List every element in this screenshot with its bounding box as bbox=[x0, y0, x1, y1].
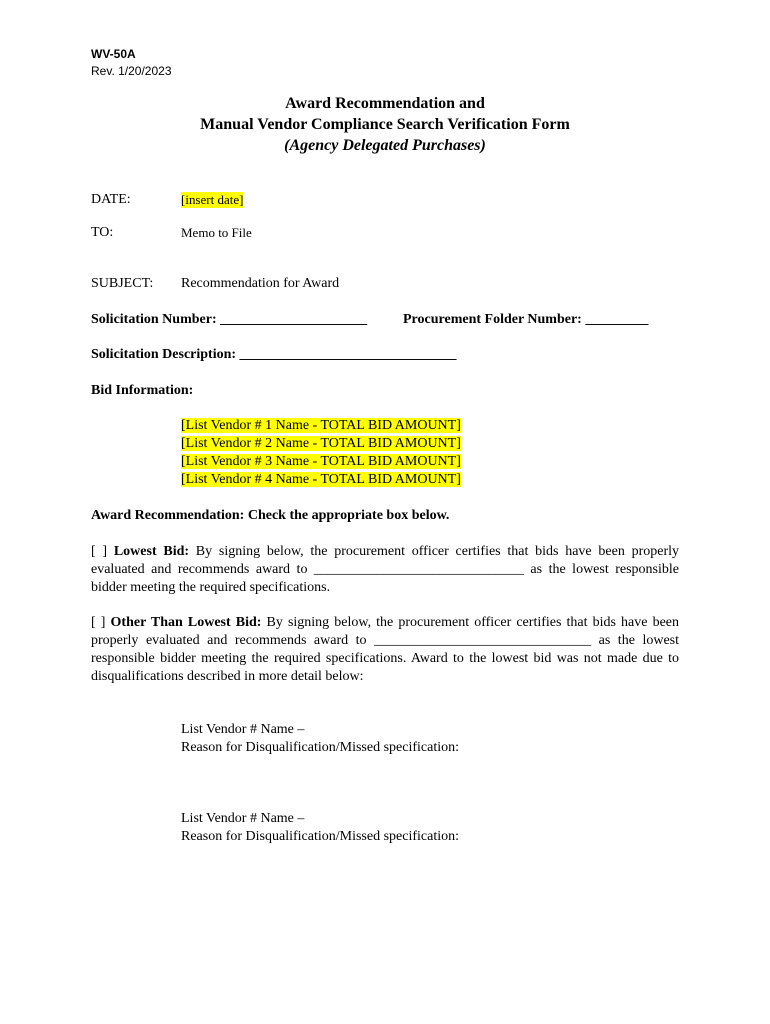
solicitation-number-field: Solicitation Number: _____________________ bbox=[91, 312, 368, 327]
procurement-folder-number-field: Procurement Folder Number: _________ bbox=[403, 312, 649, 327]
revision-date: Rev. 1/20/2023 bbox=[91, 64, 172, 78]
disqualification-block-2 bbox=[181, 810, 459, 846]
disqualification-block-1 bbox=[181, 721, 459, 757]
other-than-lowest-bid-checkbox[interactable]: [ ] bbox=[91, 615, 106, 630]
to-label: TO: bbox=[91, 225, 114, 240]
form-id: WV-50A bbox=[91, 47, 136, 61]
vendor-bid-line: [List Vendor # 3 Name - TOTAL BID AMOUNT] bbox=[181, 454, 461, 469]
solicitation-description-field: Solicitation Description: _______________________________ bbox=[91, 347, 457, 362]
vendor-bid-line: [List Vendor # 4 Name - TOTAL BID AMOUNT] bbox=[181, 472, 461, 487]
other-than-lowest-bid-label: Other Than Lowest Bid: bbox=[110, 615, 262, 630]
vendor-bid-line: [List Vendor # 2 Name - TOTAL BID AMOUNT] bbox=[181, 436, 461, 451]
list-item bbox=[181, 471, 461, 489]
bid-information-heading: Bid Information: bbox=[91, 383, 194, 398]
title-line-2: Manual Vendor Compliance Search Verification Form bbox=[200, 116, 570, 133]
vendor-bid-line: [List Vendor # 1 Name - TOTAL BID AMOUNT] bbox=[181, 418, 461, 433]
lowest-bid-checkbox[interactable]: [ ] bbox=[91, 544, 108, 559]
list-item bbox=[181, 453, 461, 471]
lowest-bid-text: By signing below, the procurement officer certifies that bids have been properly evaluated and recommends award to ______________________________ as the lowest responsible bidder meeting the required specifications. bbox=[91, 544, 679, 595]
other-than-lowest-bid-text: By signing below, the procurement officer certifies that bids have been properly evaluated and recommends award to _______________________________ as the lowest responsible bidder meeting the required specifications. Award to the lowest bid was not made due to disqualifications described in more detail below: bbox=[91, 615, 679, 684]
subject-value: Recommendation for Award bbox=[181, 276, 340, 291]
other-than-lowest-bid-paragraph bbox=[91, 614, 679, 686]
title-line-1: Award Recommendation and bbox=[285, 95, 485, 112]
disqualification-reason-line: Reason for Disqualification/Missed specification: bbox=[181, 740, 459, 755]
award-recommendation-heading: Award Recommendation: Check the appropriate box below. bbox=[91, 508, 450, 523]
list-item bbox=[181, 435, 461, 453]
title-line-3: (Agency Delegated Purchases) bbox=[284, 137, 486, 154]
subject-label: SUBJECT: bbox=[91, 276, 154, 291]
lowest-bid-paragraph bbox=[91, 543, 679, 597]
list-item bbox=[181, 417, 461, 435]
to-value: Memo to File bbox=[181, 225, 252, 240]
lowest-bid-label: Lowest Bid: bbox=[113, 544, 190, 559]
disqualification-reason-line: Reason for Disqualification/Missed specification: bbox=[181, 829, 459, 844]
disqualified-vendor-line: List Vendor # Name – bbox=[181, 722, 305, 737]
date-label: DATE: bbox=[91, 192, 131, 207]
date-value: [insert date] bbox=[181, 192, 244, 207]
disqualified-vendor-line: List Vendor # Name – bbox=[181, 811, 305, 826]
vendor-bid-list bbox=[181, 417, 461, 489]
